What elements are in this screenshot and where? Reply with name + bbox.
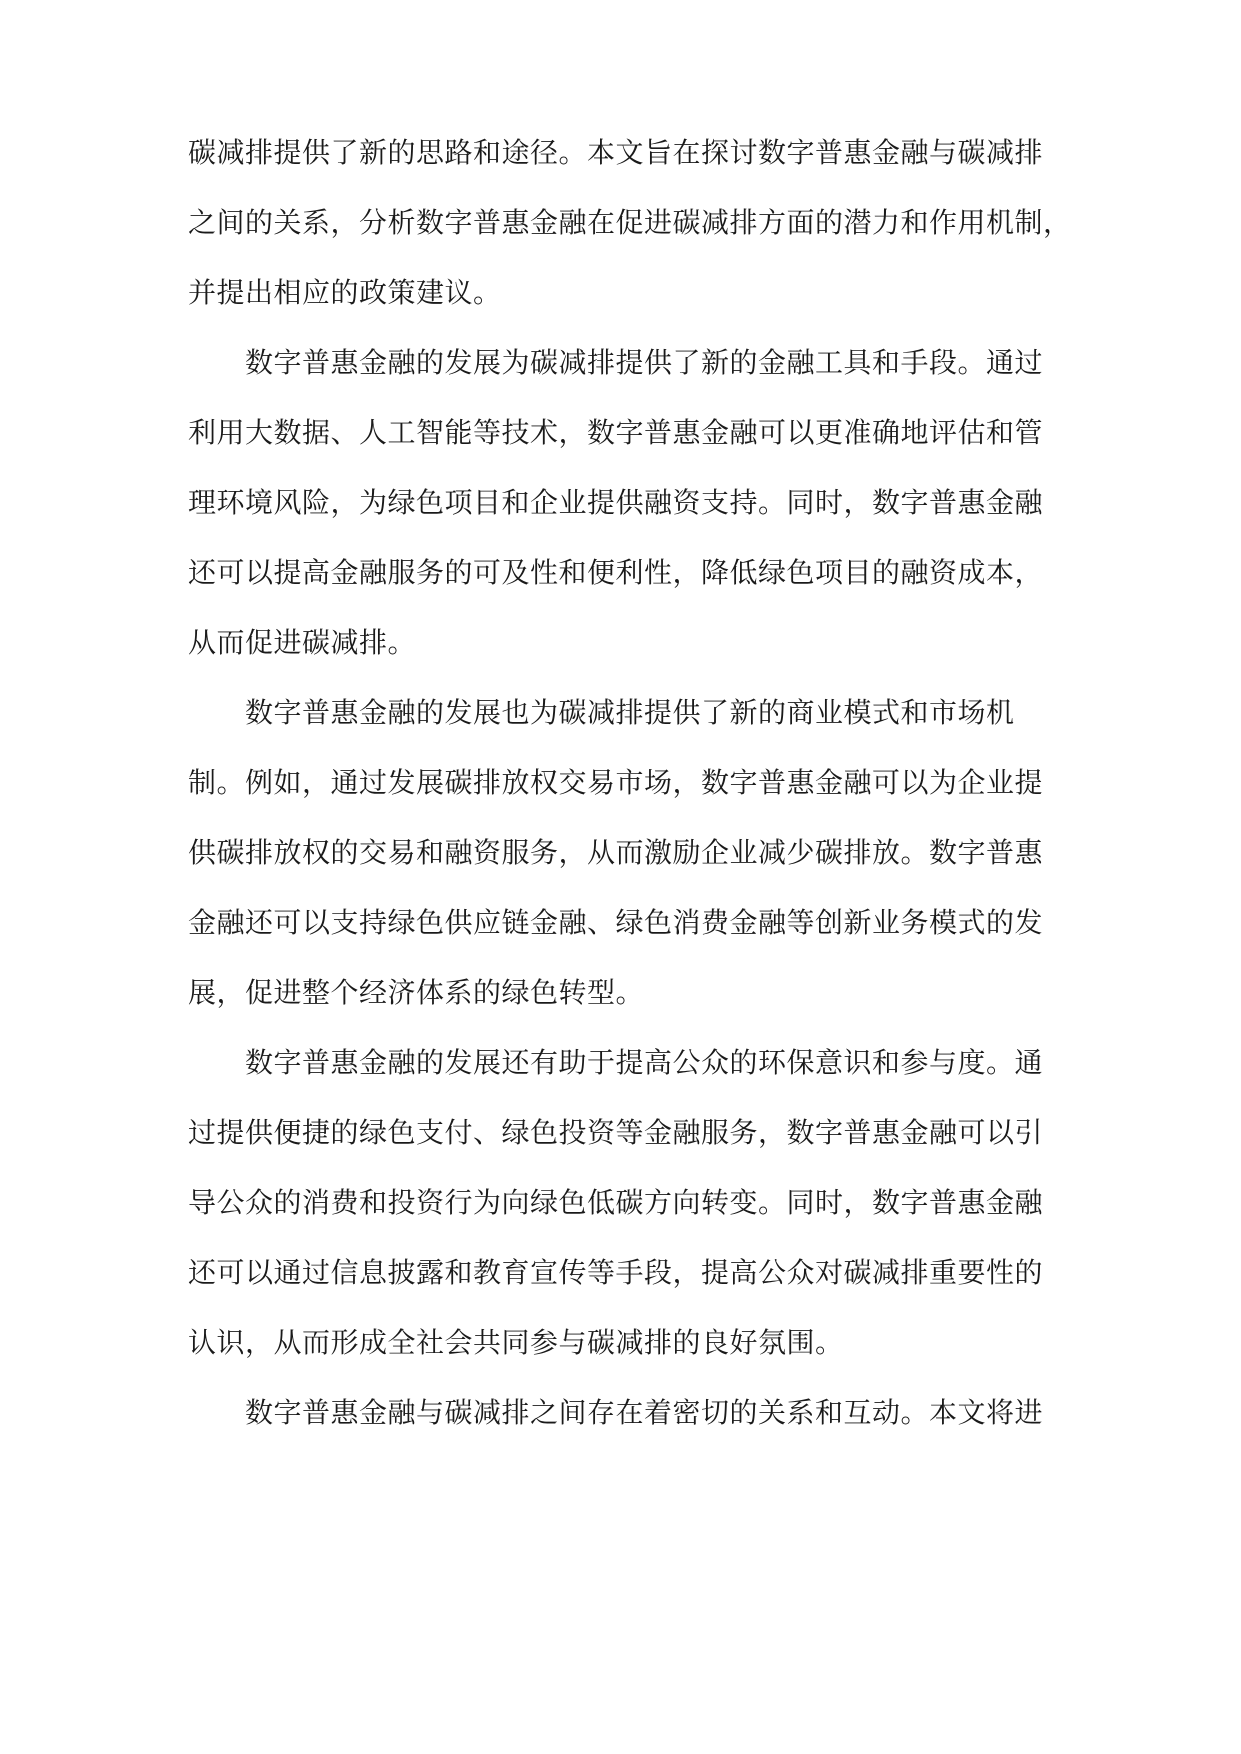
text-line: 还可以通过信息披露和教育宣传等手段，提高公众对碳减排重要性的	[188, 1256, 1044, 1289]
text-line: 过提供便捷的绿色支付、绿色投资等金融服务，数字普惠金融可以引	[188, 1116, 1044, 1149]
text-line: 并提出相应的政策建议。	[188, 276, 502, 309]
text-line: 金融还可以支持绿色供应链金融、绿色消费金融等创新业务模式的发	[188, 906, 1044, 939]
text-line: 从而促进碳减排。	[188, 626, 417, 659]
paragraph-first-line: 数字普惠金融的发展也为碳减排提供了新的商业模式和市场机	[245, 696, 1015, 729]
text-line: 之间的关系，分析数字普惠金融在促进碳减排方面的潜力和作用机制，	[188, 206, 1072, 239]
text-line: 供碳排放权的交易和融资服务，从而激励企业减少碳排放。数字普惠	[188, 836, 1044, 869]
text-line: 制。例如，通过发展碳排放权交易市场，数字普惠金融可以为企业提	[188, 766, 1044, 799]
paragraph-first-line: 数字普惠金融的发展为碳减排提供了新的金融工具和手段。通过	[245, 346, 1044, 379]
text-line: 理环境风险，为绿色项目和企业提供融资支持。同时，数字普惠金融	[188, 486, 1044, 519]
paragraph-first-line: 数字普惠金融与碳减排之间存在着密切的关系和互动。本文将进	[245, 1396, 1044, 1429]
text-line: 碳减排提供了新的思路和途径。本文旨在探讨数字普惠金融与碳减排	[188, 136, 1044, 169]
text-line: 利用大数据、人工智能等技术，数字普惠金融可以更准确地评估和管	[188, 416, 1044, 449]
text-line: 展，促进整个经济体系的绿色转型。	[188, 976, 645, 1009]
paragraph-first-line: 数字普惠金融的发展还有助于提高公众的环保意识和参与度。通	[245, 1046, 1044, 1079]
text-line: 还可以提高金融服务的可及性和便利性，降低绿色项目的融资成本，	[188, 556, 1044, 589]
text-line: 导公众的消费和投资行为向绿色低碳方向转变。同时，数字普惠金融	[188, 1186, 1044, 1219]
text-line: 认识，从而形成全社会共同参与碳减排的良好氛围。	[188, 1326, 844, 1359]
